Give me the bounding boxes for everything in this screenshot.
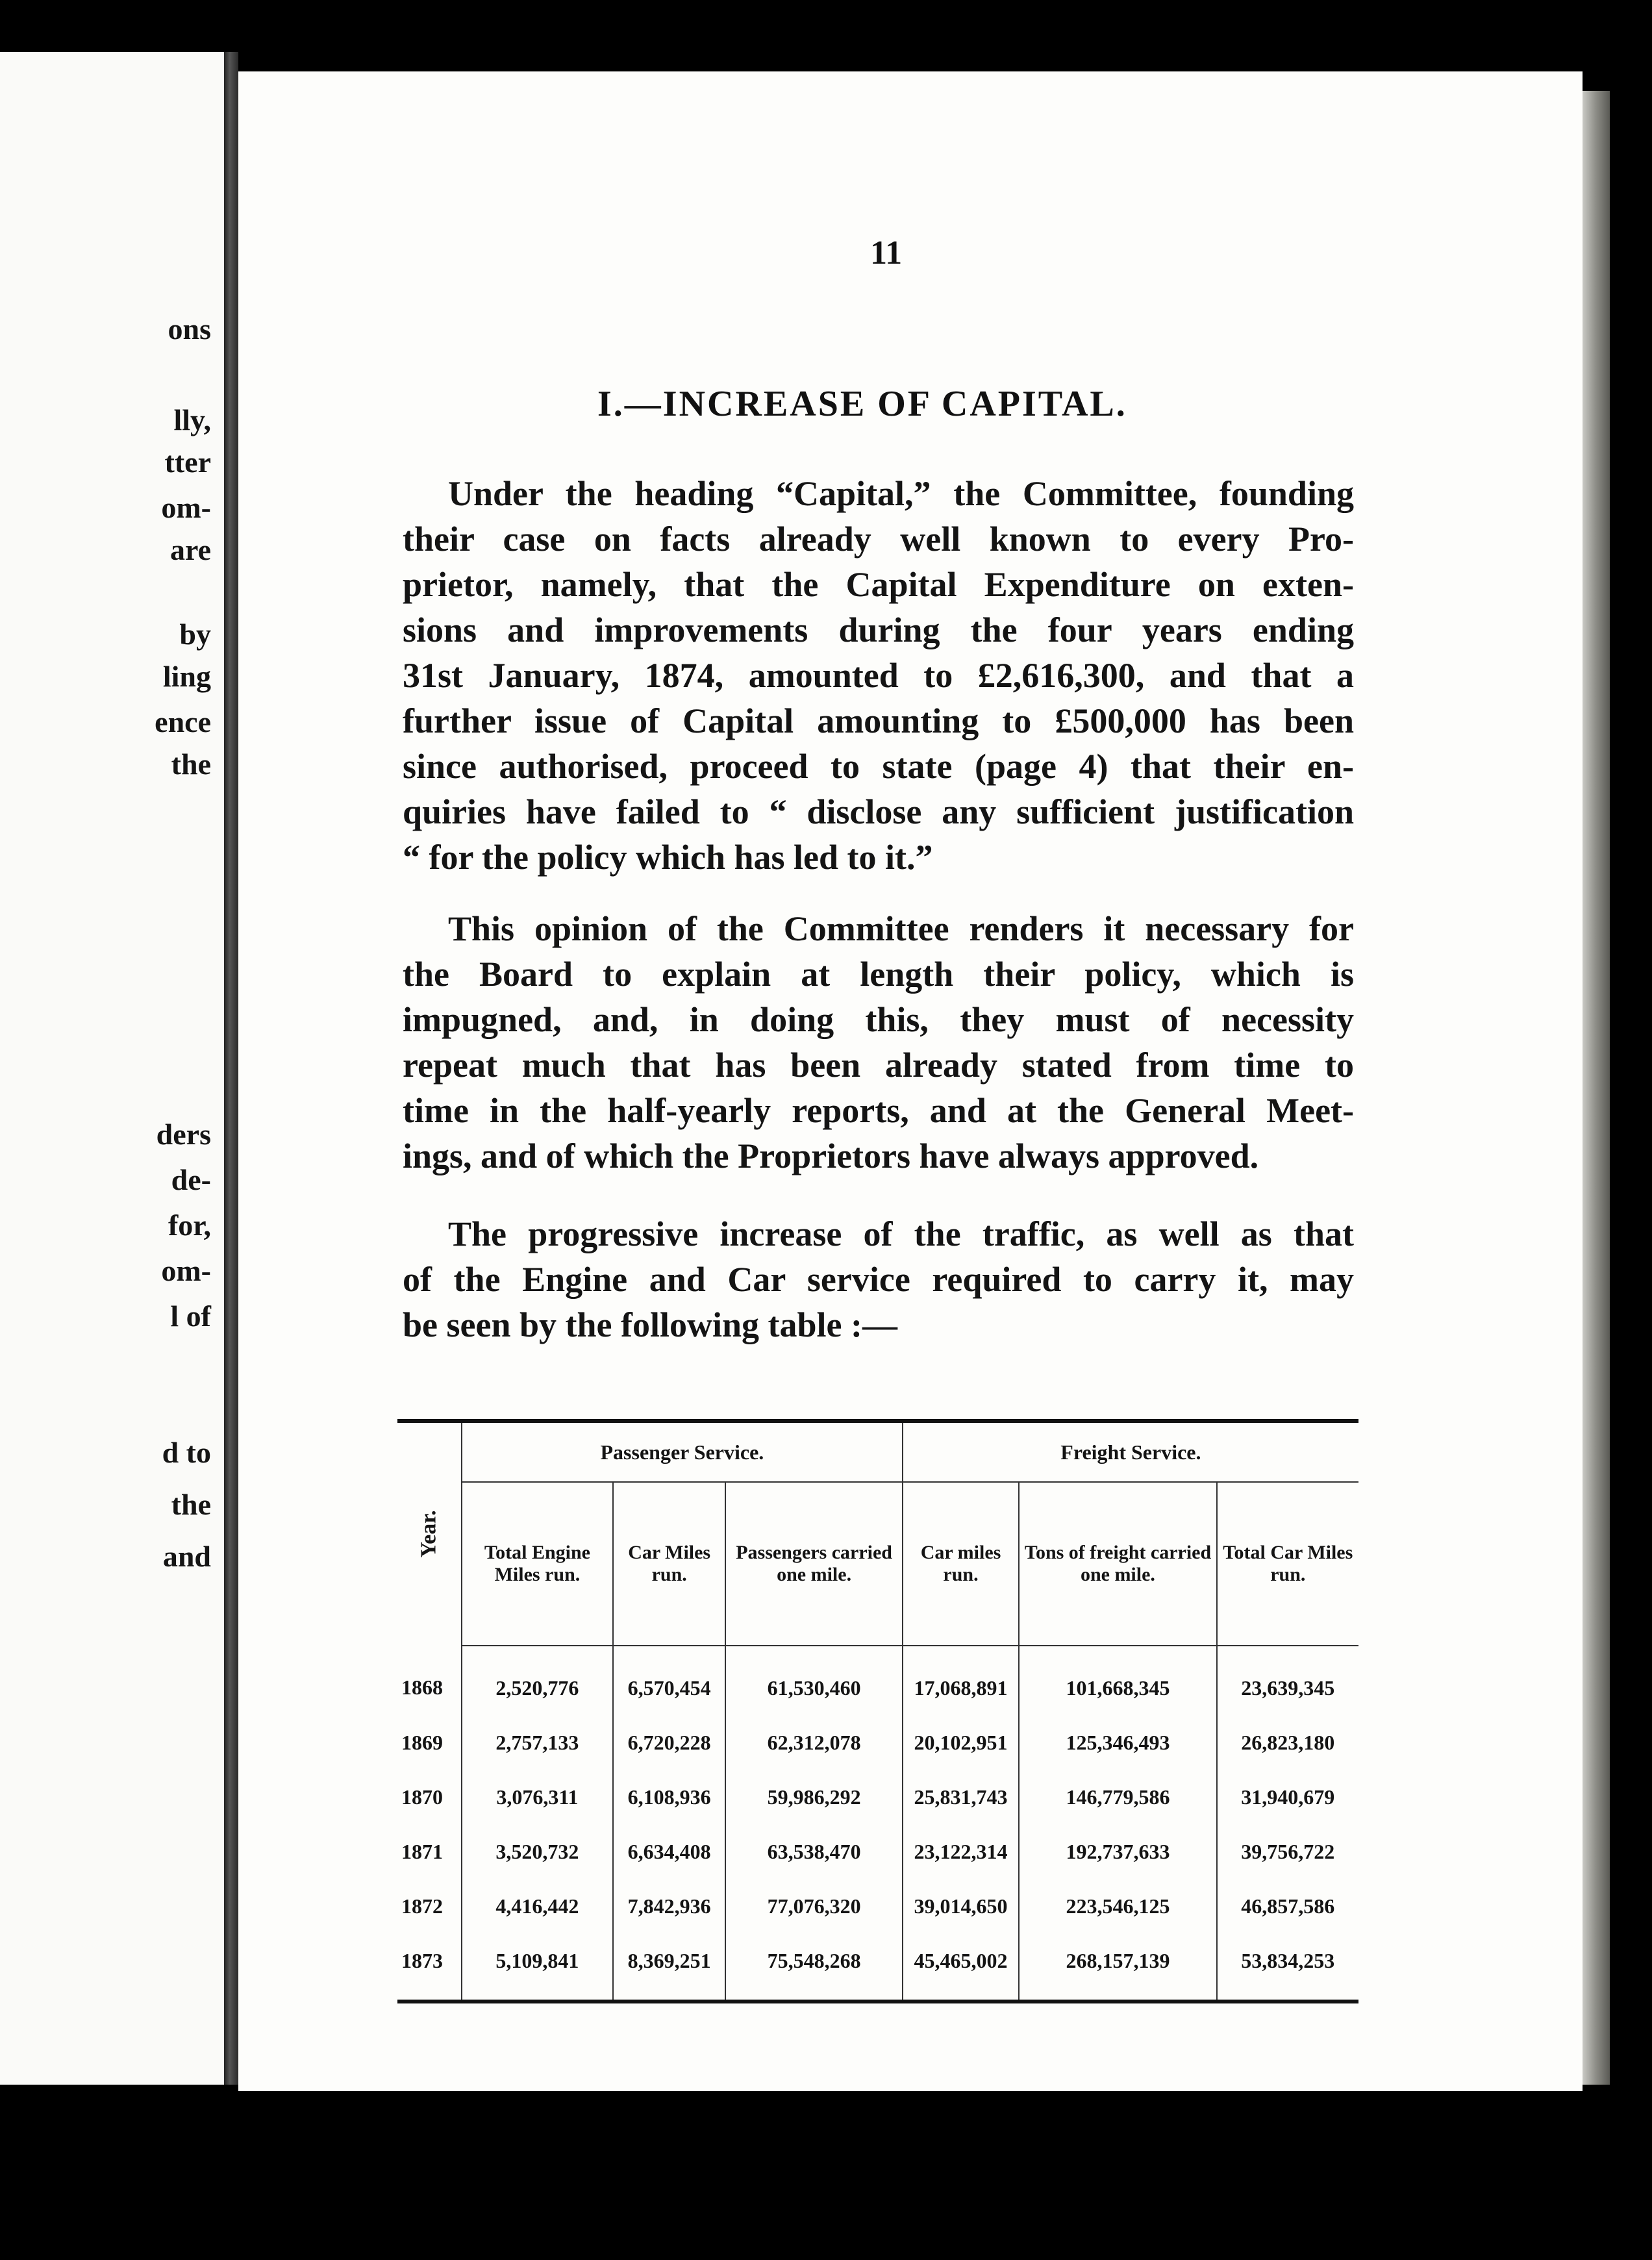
table-cell: 3,076,311 xyxy=(462,1770,613,1824)
year-cell: 1868 xyxy=(397,1646,462,1715)
table-cell: 25,831,743 xyxy=(903,1770,1020,1824)
text-line: ings, and of which the Proprietors have always approved. xyxy=(403,1136,1259,1175)
margin-fragment: ders xyxy=(156,1118,211,1151)
table-cell: 20,102,951 xyxy=(903,1715,1020,1770)
margin-fragment: the xyxy=(171,747,211,781)
text-line: quiries have failed to “ disclose any sufficient justification xyxy=(403,792,1354,831)
margin-fragment: by xyxy=(179,618,211,651)
table-cell: 146,779,586 xyxy=(1019,1770,1216,1824)
table-cell: 268,157,139 xyxy=(1019,1933,1216,2002)
text-line: prietor, namely, that the Capital Expenditure on exten- xyxy=(403,565,1354,604)
text-line: “ for the policy which has led to it.” xyxy=(403,838,933,877)
table-cell: 45,465,002 xyxy=(903,1933,1020,2002)
table-row xyxy=(397,1715,1358,1770)
freight-car-miles-header: Car miles run. xyxy=(903,1482,1020,1646)
margin-fragment: for, xyxy=(168,1209,211,1242)
text-line: Under the heading “Capital,” the Committee, founding xyxy=(448,474,1354,513)
table-cell: 23,122,314 xyxy=(903,1824,1020,1879)
table-row xyxy=(397,1879,1358,1933)
paragraph-2 xyxy=(403,906,1354,1179)
table-cell: 39,014,650 xyxy=(903,1879,1020,1933)
section-title: I.—INCREASE OF CAPITAL. xyxy=(597,384,1127,424)
text-line: the Board to explain at length their policy, which is xyxy=(403,955,1354,994)
year-cell: 1873 xyxy=(397,1933,462,2002)
year-cell: 1870 xyxy=(397,1770,462,1824)
passengers-header: Passengers carried one mile. xyxy=(725,1482,902,1646)
text-line: since authorised, proceed to state (page 4) that their en- xyxy=(403,747,1354,786)
traffic-statistics-table xyxy=(397,1419,1358,2003)
table-cell: 62,312,078 xyxy=(725,1715,902,1770)
paragraph-1 xyxy=(403,471,1354,880)
table-cell: 2,520,776 xyxy=(462,1646,613,1715)
text-line: of the Engine and Car service required to carry it, may xyxy=(403,1260,1354,1299)
text-line: The progressive increase of the traffic, as well as that xyxy=(448,1214,1354,1253)
table-cell: 8,369,251 xyxy=(613,1933,726,2002)
margin-fragment: d to xyxy=(162,1436,211,1469)
table-cell: 5,109,841 xyxy=(462,1933,613,2002)
text-line: This opinion of the Committee renders it necessary for xyxy=(448,909,1354,948)
table-cell: 17,068,891 xyxy=(903,1646,1020,1715)
text-line: their case on facts already well known to every Pro- xyxy=(403,520,1354,559)
page-edge-shadow xyxy=(1583,91,1610,2085)
table-cell: 77,076,320 xyxy=(725,1879,902,1933)
table-cell: 223,546,125 xyxy=(1019,1879,1216,1933)
table-cell: 192,737,633 xyxy=(1019,1824,1216,1879)
margin-fragment: ence xyxy=(155,705,211,738)
margin-fragment: tter xyxy=(164,446,211,479)
table-cell: 75,548,268 xyxy=(725,1933,902,2002)
table-cell: 6,720,228 xyxy=(613,1715,726,1770)
table-cell: 59,986,292 xyxy=(725,1770,902,1824)
table-cell: 3,520,732 xyxy=(462,1824,613,1879)
left-facing-page xyxy=(0,52,224,2085)
table-cell: 39,756,722 xyxy=(1241,1839,1335,1863)
margin-fragment: ling xyxy=(162,660,211,693)
table-cell: 26,823,180 xyxy=(1241,1730,1335,1754)
table-body xyxy=(397,1646,1358,2002)
year-cell: 1872 xyxy=(397,1879,462,1933)
car-miles-header: Car Miles run. xyxy=(613,1482,726,1646)
margin-fragment: l of xyxy=(170,1300,211,1333)
table-cell: 6,108,936 xyxy=(613,1770,726,1824)
year-header: Year. xyxy=(397,1421,462,1646)
text-line: repeat much that has been already stated from time to xyxy=(403,1046,1354,1085)
margin-fragment: om- xyxy=(161,491,211,524)
table-cell: 2,757,133 xyxy=(462,1715,613,1770)
page-number: 11 xyxy=(870,234,903,271)
table-cell: 46,857,586 xyxy=(1241,1894,1335,1918)
table-row xyxy=(397,1770,1358,1824)
table-cell: 61,530,460 xyxy=(725,1646,902,1715)
table-cell: 6,570,454 xyxy=(613,1646,726,1715)
table-cell: 7,842,936 xyxy=(613,1879,726,1933)
table-cell: 63,538,470 xyxy=(725,1824,902,1879)
text-line: be seen by the following table :— xyxy=(403,1305,897,1344)
text-line: sions and improvements during the four years ending xyxy=(403,610,1354,649)
table-cell: 53,834,253 xyxy=(1241,1948,1335,1972)
table-cell: 31,940,679 xyxy=(1241,1785,1335,1809)
year-cell: 1869 xyxy=(397,1715,462,1770)
table-row xyxy=(397,1933,1358,2002)
table-cell: 101,668,345 xyxy=(1019,1646,1216,1715)
year-cell: 1871 xyxy=(397,1824,462,1879)
freight-service-header: Freight Service. xyxy=(903,1421,1358,1482)
table-cell: 23,639,345 xyxy=(1241,1676,1335,1700)
table-cell: 125,346,493 xyxy=(1019,1715,1216,1770)
tons-freight-header: Tons of freight carried one mile. xyxy=(1019,1482,1216,1646)
table-row xyxy=(397,1824,1358,1879)
paragraph-3 xyxy=(403,1211,1354,1348)
text-line: 31st January, 1874, amounted to £2,616,300, and that a xyxy=(403,656,1354,695)
text-line: further issue of Capital amounting to £500,000 has been xyxy=(403,701,1354,740)
passenger-service-header: Passenger Service. xyxy=(462,1421,903,1482)
margin-fragment: and xyxy=(162,1540,211,1573)
margin-fragment: lly, xyxy=(173,403,211,436)
total-car-miles-header: Total Car Miles run. xyxy=(1217,1482,1358,1646)
table-row xyxy=(397,1646,1358,1715)
engine-miles-header: Total Engine Miles run. xyxy=(462,1482,613,1646)
margin-fragment: the xyxy=(171,1488,211,1521)
margin-fragment: ons xyxy=(168,312,211,345)
text-line: time in the half-yearly reports, and at the General Meet- xyxy=(403,1091,1354,1130)
book-gutter xyxy=(224,52,238,2085)
table-cell: 6,634,408 xyxy=(613,1824,726,1879)
table-cell: 4,416,442 xyxy=(462,1879,613,1933)
margin-fragment: are xyxy=(169,533,211,566)
margin-fragment: om- xyxy=(161,1254,211,1287)
margin-fragment: de- xyxy=(171,1163,211,1196)
text-line: impugned, and, in doing this, they must of necessity xyxy=(403,1000,1354,1039)
